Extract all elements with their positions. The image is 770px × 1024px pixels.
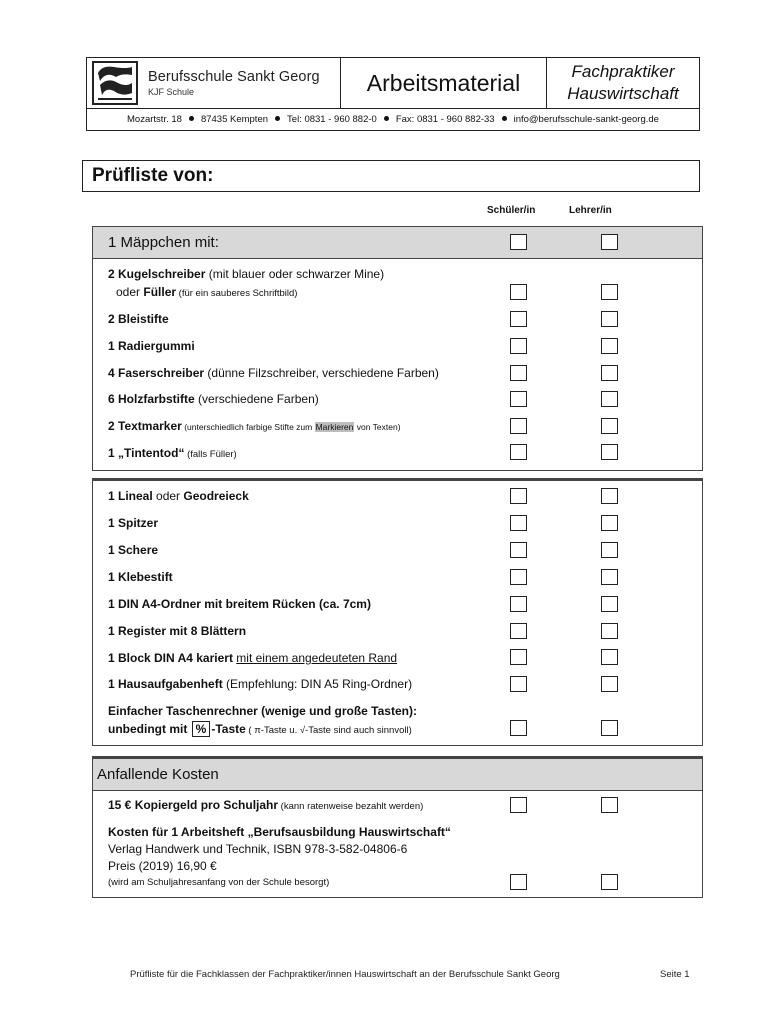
student-checkbox[interactable] xyxy=(510,542,527,558)
checklist-name-field[interactable]: Prüfliste von: xyxy=(82,160,700,192)
student-checkbox[interactable] xyxy=(510,365,527,381)
teacher-checkbox[interactable] xyxy=(601,338,618,354)
teacher-checkbox[interactable] xyxy=(601,874,618,890)
teacher-checkbox[interactable] xyxy=(601,797,618,813)
list-item: 15 € Kopiergeld pro Schuljahr (kann ratenweise bezahlt werden) xyxy=(108,798,424,812)
teacher-checkbox[interactable] xyxy=(601,311,618,327)
student-checkbox[interactable] xyxy=(510,488,527,504)
list-item: oder Füller (für ein sauberes Schriftbild) xyxy=(116,285,298,299)
teacher-checkbox[interactable] xyxy=(601,676,618,692)
student-checkbox[interactable] xyxy=(510,720,527,736)
bullet-icon xyxy=(384,116,389,121)
student-checkbox[interactable] xyxy=(510,444,527,460)
student-checkbox[interactable] xyxy=(510,515,527,531)
contact-tel: Tel: 0831 - 960 882-0 xyxy=(287,114,377,125)
school-block xyxy=(87,58,341,108)
student-checkbox[interactable] xyxy=(510,797,527,813)
student-checkbox[interactable] xyxy=(510,338,527,354)
column-header-teacher: Lehrer/in xyxy=(569,205,612,216)
list-item: 1 Spitzer xyxy=(108,516,159,530)
list-item: 1 Klebestift xyxy=(108,570,173,584)
list-item-continuation: unbedingt mit % -Taste ( π-Taste u. √-Taste sind auch sinnvoll) xyxy=(108,722,412,736)
list-item: 4 Faserschreiber (dünne Filzschreiber, verschiedene Farben) xyxy=(108,366,439,380)
contact-city: 87435 Kempten xyxy=(200,114,269,125)
teacher-checkbox[interactable] xyxy=(601,284,618,300)
profession-block xyxy=(547,58,699,108)
student-checkbox[interactable] xyxy=(510,623,527,639)
student-checkbox[interactable] xyxy=(510,311,527,327)
list-item: 1 Schere xyxy=(108,543,159,557)
list-item: 1 DIN A4-Ordner mit breitem Rücken (ca. 7cm) xyxy=(108,597,371,611)
contact-line xyxy=(86,109,700,131)
profession-line-2: Hauswirtschaft xyxy=(567,84,679,103)
teacher-checkbox[interactable] xyxy=(601,596,618,612)
bullet-icon xyxy=(189,116,194,121)
section-title: 1 Mäppchen mit: xyxy=(108,234,219,251)
teacher-checkbox[interactable] xyxy=(601,391,618,407)
student-checkbox[interactable] xyxy=(510,596,527,612)
teacher-checkbox[interactable] xyxy=(601,649,618,665)
teacher-checkbox[interactable] xyxy=(601,418,618,434)
list-item: 2 Kugelschreiber (mit blauer oder schwarzer Mine) xyxy=(108,267,385,281)
contact-address: Mozartstr. 18 xyxy=(127,114,182,125)
list-item: 2 Bleistifte xyxy=(108,312,169,326)
percent-key-icon: % xyxy=(192,721,211,737)
student-checkbox[interactable] xyxy=(510,418,527,434)
list-item: 1 Register mit 8 Blättern xyxy=(108,624,247,638)
document-title: Arbeitsmaterial xyxy=(341,58,547,108)
bullet-icon xyxy=(502,116,507,121)
page-number: Seite 1 xyxy=(660,969,690,980)
student-checkbox[interactable] xyxy=(510,391,527,407)
student-checkbox[interactable] xyxy=(510,284,527,300)
student-checkbox[interactable] xyxy=(510,649,527,665)
teacher-checkbox[interactable] xyxy=(601,720,618,736)
school-subtitle: KJF Schule xyxy=(148,87,195,97)
list-item-detail: Verlag Handwerk und Technik, ISBN 978-3-582-04806-6 xyxy=(108,842,408,856)
school-name: Berufsschule Sankt Georg xyxy=(148,69,320,85)
highlighted-word: Markieren xyxy=(315,422,354,432)
document-header xyxy=(86,57,700,109)
contact-fax: Fax: 0831 - 960 882-33 xyxy=(395,114,495,125)
teacher-checkbox[interactable] xyxy=(601,488,618,504)
teacher-checkbox[interactable] xyxy=(601,444,618,460)
school-logo-icon xyxy=(92,61,138,105)
list-item-detail: (wird am Schuljahresanfang von der Schule besorgt) xyxy=(108,877,330,888)
teacher-checkbox[interactable] xyxy=(601,234,618,250)
section-title: Anfallende Kosten xyxy=(97,766,219,783)
list-item: 1 Hausaufgabenheft (Empfehlung: DIN A5 Ring-Ordner) xyxy=(108,677,413,691)
teacher-checkbox[interactable] xyxy=(601,365,618,381)
student-checkbox[interactable] xyxy=(510,676,527,692)
teacher-checkbox[interactable] xyxy=(601,623,618,639)
list-item: Einfacher Taschenrechner (wenige und große Tasten): xyxy=(108,704,417,718)
bullet-icon xyxy=(275,116,280,121)
contact-email[interactable]: info@berufsschule-sankt-georg.de xyxy=(513,114,659,125)
teacher-checkbox[interactable] xyxy=(601,569,618,585)
list-item: 6 Holzfarbstifte (verschiedene Farben) xyxy=(108,392,319,406)
list-item: 1 Radiergummi xyxy=(108,339,195,353)
list-item: 1 Block DIN A4 kariert mit einem angedeuteten Rand xyxy=(108,651,398,665)
teacher-checkbox[interactable] xyxy=(601,515,618,531)
student-checkbox[interactable] xyxy=(510,874,527,890)
column-header-student: Schüler/in xyxy=(487,205,536,216)
list-item: 1 „Tintentod“ (falls Füller) xyxy=(108,446,237,460)
section-header xyxy=(93,759,702,791)
footer-text: Prüfliste für die Fachklassen der Fachpraktiker/innen Hauswirtschaft an der Berufsschule Sankt Georg xyxy=(130,969,560,980)
profession-line-1: Fachpraktiker xyxy=(571,62,675,81)
list-item: 2 Textmarker (unterschiedlich farbige Stifte zum Markieren von Texten) xyxy=(108,419,401,433)
list-item: 1 Lineal oder Geodreieck xyxy=(108,489,249,503)
list-item: Kosten für 1 Arbeitsheft „Berufsausbildung Hauswirtschaft“ xyxy=(108,825,451,839)
teacher-checkbox[interactable] xyxy=(601,542,618,558)
student-checkbox[interactable] xyxy=(510,569,527,585)
list-item-detail: Preis (2019) 16,90 € xyxy=(108,859,217,873)
student-checkbox[interactable] xyxy=(510,234,527,250)
